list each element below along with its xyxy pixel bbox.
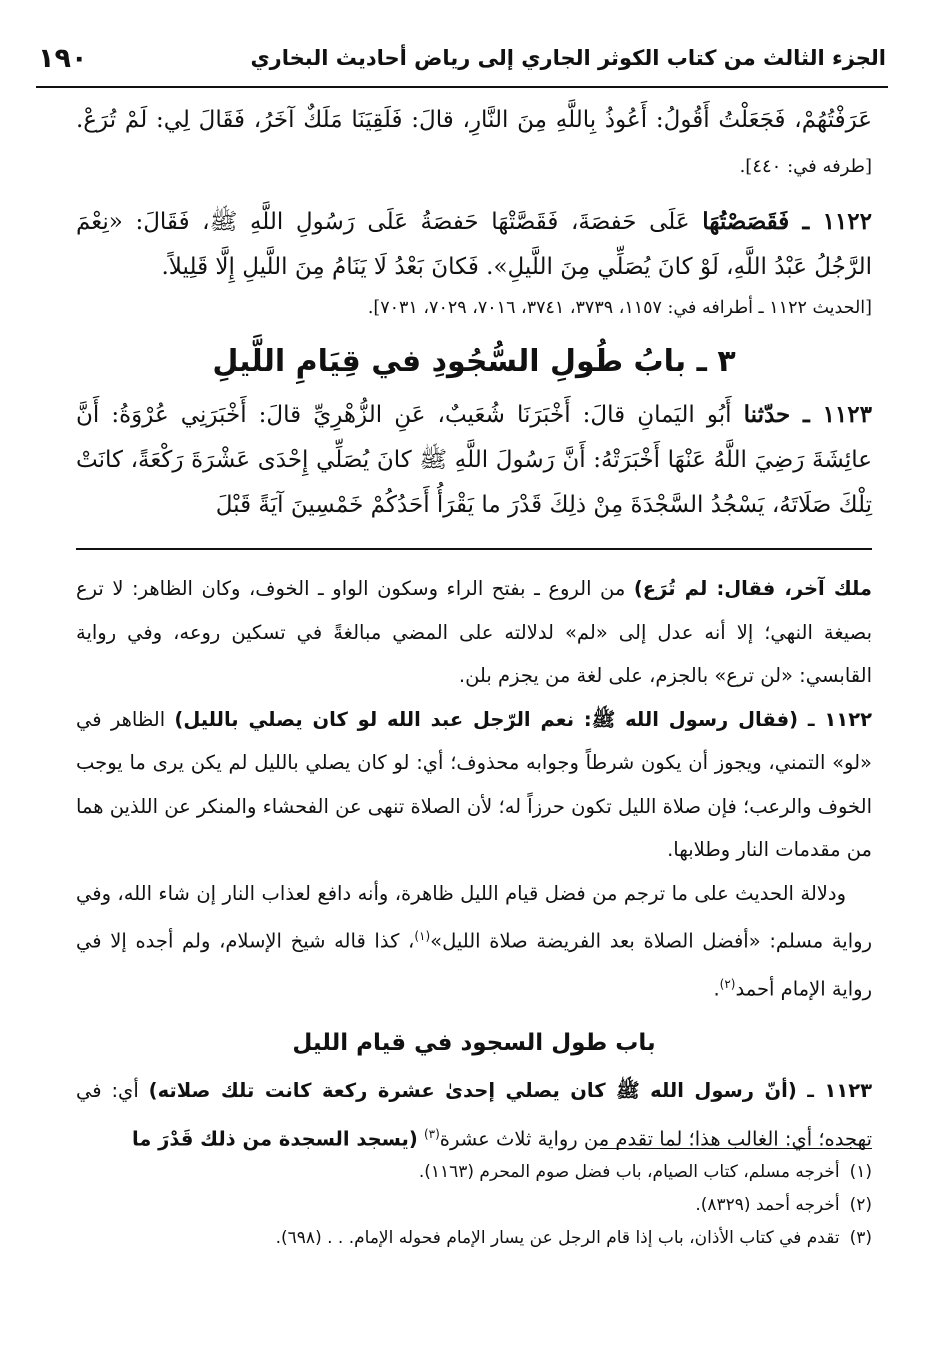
running-title: الجزء الثالث من كتاب الكوثر الجاري إلى رياض أحاديث البخاري bbox=[250, 46, 886, 70]
hadith-number: ١١٢٣ ـ حدّثنا bbox=[743, 401, 872, 428]
footnote-label: (١) bbox=[849, 1162, 872, 1182]
footnote-divider bbox=[600, 1148, 872, 1149]
commentary-paragraph bbox=[76, 1069, 872, 1161]
footnote-marker: (٣) bbox=[423, 1126, 440, 1141]
footnote-text: أخرجه مسلم، كتاب الصيام، باب فضل صوم المحرم (١١٦٣). bbox=[418, 1162, 840, 1182]
paragraph-continuation bbox=[76, 98, 872, 189]
footnote-label: (٢) bbox=[849, 1195, 872, 1215]
main-text bbox=[76, 98, 872, 528]
footnote-text: أخرجه أحمد (٨٣٢٩). bbox=[695, 1195, 840, 1215]
hadith-text: أَبُو اليَمانِ قالَ: أَخْبَرَنَا شُعَيبٌ، عَنِ الزُّهْرِيِّ قالَ: أَخْبَرَنِي عُرْوَةُ: أَنَّ عائِشَةَ رَضِيَ اللَّهُ عَنْهَا أَخْبَرَتْهُ: أَنَّ رَسُولَ اللَّهِ ﷺ كانَ يُصَلِّي إِحْدَى عَشْرَةَ رَكْعَةً، كانَتْ تِلْكَ صَلَاتَهُ، يَسْجُدُ السَّجْدَةَ مِنْ ذلِكَ قَدْرَ ما يَقْرَأُ أَحَدُكُمْ خَمْسِينَ آيَةً قَبْلَ bbox=[76, 402, 872, 518]
commentary-divider bbox=[76, 548, 872, 550]
footnote-text: تقدم في كتاب الأذان، باب إذا قام الرجل عن يسار الإمام فحوله الإمام. . . (٦٩٨). bbox=[275, 1228, 840, 1248]
commentary-text: أي: في تهجده؛ أي: الغالب هذا؛ لما تقدم من رواية ثلاث عشرة bbox=[76, 1079, 872, 1150]
page-header bbox=[38, 28, 886, 88]
hadith-text: عَلَى حَفصَةَ، فَقَصَّتْهَا حَفصَةُ عَلَى رَسُولِ اللَّهِ ﷺ، فَقَالَ: «نِعْمَ الرَّجُلُ عَبْدُ اللَّهِ، لَوْ كانَ يُصَلِّي مِنَ اللَّيلِ». فَكانَ بَعْدُ لَا يَنَامُ مِنَ اللَّيلِ إِلَّا قَلِيلاً. bbox=[76, 209, 872, 280]
cross-reference: [طرفه في: ٤٤٠]. bbox=[739, 156, 872, 177]
chapter-title: ٣ ـ بابُ طُولِ السُّجُودِ في قِيَامِ اللَّيلِ bbox=[212, 344, 736, 379]
hadith-number: ١١٢٢ ـ فَقَصَصْتُهَا bbox=[702, 208, 872, 235]
commentary-text: ، كذا قاله شيخ الإسلام، ولم أجده إلا في رواية الإمام أحمد bbox=[76, 929, 872, 1001]
commentary-lemma: ١١٢٢ ـ (فقال رسول الله ﷺ: نعم الرّجل عبد الله لو كان يصلي بالليل) bbox=[174, 707, 872, 731]
hadith-references: [الحديث ١١٢٢ ـ أطرافه في: ١١٥٧، ٣٧٣٩، ٣٧٤١، ٧٠١٦، ٧٠٢٩، ٧٠٣١]. bbox=[367, 298, 872, 318]
commentary bbox=[76, 567, 872, 1161]
commentary-text: الظاهر في «لو» التمني، ويجوز أن يكون شرطاً وجوابه محذوف؛ أي: لو كان يصلي بالليل لم يكن يرى ما يوجب الخوف والرعب؛ فإن صلاة الليل تكون حرزاً له؛ لأن الصلاة تنهى عن الفحشاء والمنكر عن اللذين هما من مقدمات النار وطلابها. bbox=[76, 707, 872, 861]
footnote-marker: (٢) bbox=[719, 977, 736, 991]
commentary-text: ودلالة الحديث على ما ترجم من فضل قيام الليل ظاهرة، وأنه دافع لعذاب النار إن شاء الله، وفي رواية مسلم: «أفضل الصلاة بعد الفريضة صلاة الليل» bbox=[76, 881, 872, 953]
header-divider bbox=[36, 86, 888, 88]
footnotes bbox=[76, 1156, 872, 1255]
footnote-marker: (١) bbox=[414, 929, 431, 943]
commentary-text: . bbox=[713, 977, 720, 1001]
commentary-paragraph bbox=[76, 567, 872, 698]
footnote-label: (٣) bbox=[849, 1228, 872, 1248]
commentary-lemma: ملك آخر، فقال: لم تُرَع) bbox=[633, 577, 873, 600]
commentary-paragraph bbox=[76, 698, 872, 872]
footnote bbox=[76, 1222, 872, 1255]
hadith-1123 bbox=[76, 392, 872, 528]
footnote bbox=[76, 1156, 872, 1189]
commentary-lemma: (يسجد السجدة من ذلك قَدْرَ ما bbox=[131, 1127, 418, 1150]
commentary-chapter-title: باب طول السجود في قيام الليل bbox=[292, 1030, 656, 1056]
footnote bbox=[76, 1189, 872, 1222]
commentary-text: من الروع ـ بفتح الراء وسكون الواو ـ الخوف، وكان الظاهر: لا ترع بصيغة النهي؛ إلا أنه عدل إلى «لم» لدلالته على المضي مبالغةً في تسكين روعه، وفي رواية القابسي: «لن ترع» بالجزم، على لغة من يجزم بلن. bbox=[76, 577, 872, 687]
paragraph-text: عَرَفْتُهُمْ، فَجَعَلْتُ أَقُولُ: أَعُوذُ بِاللَّهِ مِنَ النَّارِ، قالَ: فَلَقِيَنَا مَلَكٌ آخَرُ، فَقَالَ لِي: لَمْ تُرَعْ. bbox=[76, 107, 872, 133]
commentary-lemma: ١١٢٣ ـ (أنّ رسول الله ﷺ كان يصلي إحدىٰ عشرة ركعة كانت تلك صلاته) bbox=[148, 1079, 873, 1102]
hadith-1122 bbox=[76, 199, 872, 290]
commentary-paragraph bbox=[76, 872, 872, 1012]
page-number: ١٩٠ bbox=[38, 42, 88, 74]
